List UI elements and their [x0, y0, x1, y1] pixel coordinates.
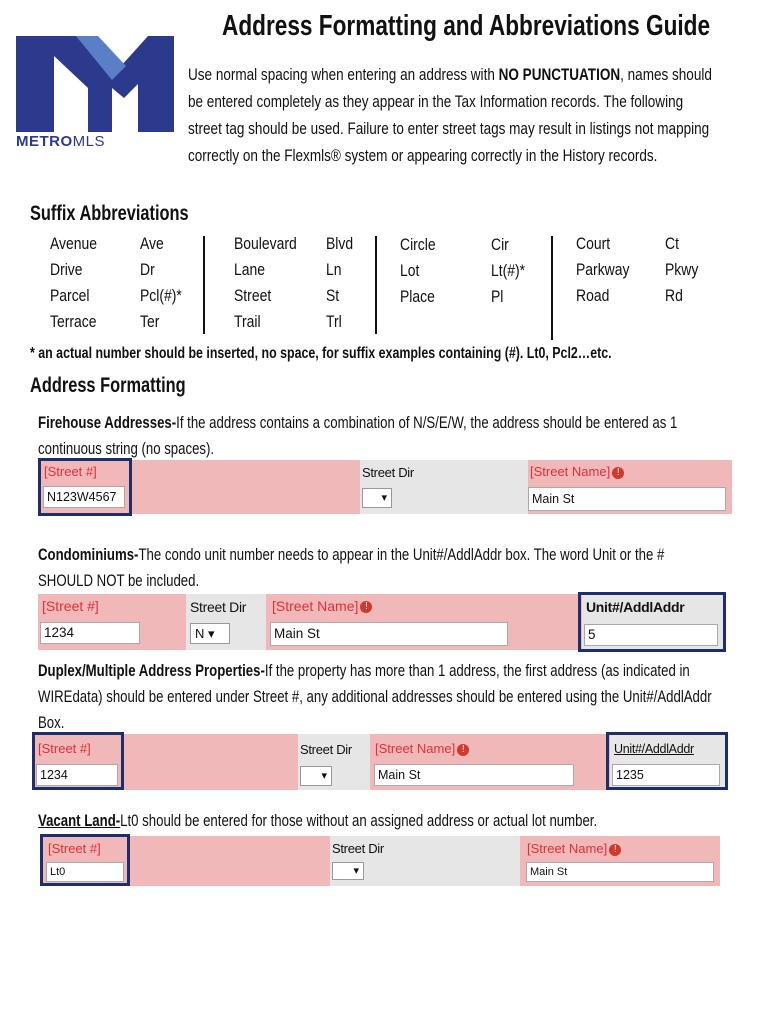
- suffix-word: Drive: [50, 260, 83, 279]
- unit-label: Unit#/AddlAddr: [614, 742, 694, 756]
- duplex-paragraph: [38, 658, 718, 736]
- street-number-input[interactable]: 1234: [40, 622, 140, 644]
- highlight-box: [38, 458, 132, 516]
- street-name-label: [527, 841, 621, 856]
- intro-emphasis: NO PUNCTUATION: [498, 66, 621, 84]
- street-name-input[interactable]: Main St: [526, 862, 714, 882]
- required-icon: !: [609, 844, 621, 856]
- duplex-title: Duplex/Multiple Address Properties-: [38, 662, 265, 680]
- duplex-text: If the property has more than 1 address, the first address (as indicated in WIREdata) should be entered under Street #, any additional addresses should be entered using the Unit#/AddlAddr Box.: [38, 662, 712, 732]
- street-dir-label: Street Dir: [190, 599, 247, 615]
- suffix-word: Boulevard: [234, 234, 297, 253]
- intro-paragraph: [188, 62, 713, 170]
- street-name-label-text: [Street Name]: [527, 841, 608, 856]
- street-number-label: [Street #]: [42, 598, 99, 614]
- street-name-input[interactable]: Main St: [374, 764, 574, 786]
- required-icon: !: [360, 601, 372, 613]
- suffix-abbreviation: Ln: [326, 260, 342, 279]
- suffix-abbreviation: Pcl(#)*: [140, 286, 182, 305]
- street-name-input[interactable]: Main St: [270, 622, 508, 646]
- suffix-abbreviation: Blvd: [326, 234, 354, 253]
- suffix-divider: [551, 236, 553, 340]
- suffix-word: Terrace: [50, 312, 97, 331]
- highlight-box: [578, 592, 726, 652]
- suffix-abbreviation: St: [326, 286, 340, 305]
- suffix-word: Road: [576, 286, 610, 305]
- suffix-abbreviation: Ave: [140, 234, 164, 253]
- firehouse-title: Firehouse Addresses-: [38, 414, 177, 432]
- vacant-paragraph: [38, 808, 718, 834]
- suffix-heading: Suffix Abbreviations: [30, 202, 189, 225]
- suffix-word: Street: [234, 286, 272, 305]
- vacant-title: Vacant Land-: [38, 812, 121, 830]
- firehouse-text: If the address contains a combination of N/S/E/W, the address should be entered as 1 continuous string (no spaces).: [38, 414, 678, 458]
- street-dir-label: Street Dir: [300, 742, 352, 757]
- suffix-abbreviation: Ter: [140, 312, 160, 331]
- suffix-note: * an actual number should be inserted, no space, for suffix examples containing (#). Lt0, Pcl2…etc.: [30, 345, 612, 362]
- condo-text: The condo unit number needs to appear in the Unit#/AddlAddr box. The word Unit or the # SHOULD NOT be included.: [38, 546, 665, 590]
- condo-paragraph: [38, 542, 718, 594]
- suffix-divider: [203, 236, 205, 334]
- formatting-heading: Address Formatting: [30, 374, 186, 397]
- street-dir-select[interactable]: N ▾: [190, 623, 230, 644]
- logo-wordmark-light: MLS: [72, 133, 106, 150]
- suffix-abbreviation: Pl: [491, 287, 504, 306]
- vacant-text: Lt0 should be entered for those without an assigned address or actual lot number.: [120, 812, 598, 830]
- suffix-abbreviation: Pkwy: [665, 260, 699, 279]
- unit-input[interactable]: 1235: [612, 764, 720, 786]
- logo-wordmark-bold: METRO: [16, 133, 73, 150]
- street-name-label: [530, 464, 624, 479]
- unit-label: Unit#/AddlAddr: [586, 599, 685, 615]
- required-icon: !: [457, 744, 469, 756]
- page-title: Address Formatting and Abbreviations Guide: [222, 10, 711, 42]
- suffix-word: Parcel: [50, 286, 90, 305]
- condo-title: Condominiums-: [38, 546, 139, 564]
- suffix-word: Place: [400, 287, 435, 306]
- street-number-input[interactable]: Lt0: [46, 862, 124, 882]
- highlight-box: [40, 834, 130, 886]
- street-name-label-text: [Street Name]: [375, 741, 456, 756]
- street-name-label-text: [Street Name]: [530, 464, 611, 479]
- suffix-word: Trail: [234, 312, 261, 331]
- street-number-label: [Street #]: [48, 841, 101, 856]
- suffix-abbreviation: Lt(#)*: [491, 261, 526, 280]
- highlight-box: [606, 732, 728, 790]
- intro-part1: Use normal spacing when entering an address with: [188, 66, 499, 84]
- suffix-word: Avenue: [50, 234, 98, 253]
- required-icon: !: [612, 467, 624, 479]
- suffix-abbreviation: Cir: [491, 235, 509, 254]
- suffix-abbreviation: Ct: [665, 234, 679, 253]
- suffix-word: Parkway: [576, 260, 630, 279]
- street-dir-label: Street Dir: [362, 465, 414, 480]
- intro-part2: , names should be entered completely as they appear in the Tax Information records. The following street tag should be used. Failure to enter street tags may result in listings not mapping correctly on the Flexmls® system or appearing correctly in the History records.: [188, 66, 712, 165]
- street-number-label: [Street #]: [44, 464, 97, 479]
- logo-wordmark: [16, 133, 105, 150]
- street-number-input[interactable]: N123W4567: [43, 486, 125, 508]
- street-dir-select[interactable]: ▾: [300, 766, 332, 786]
- highlight-box: [32, 732, 124, 790]
- unit-input[interactable]: 5: [584, 624, 718, 646]
- street-number-input[interactable]: 1234: [36, 764, 118, 786]
- street-dir-label: Street Dir: [332, 841, 384, 856]
- street-name-input[interactable]: Main St: [528, 487, 726, 511]
- street-dir-select[interactable]: ▾: [332, 862, 364, 880]
- street-name-label: [375, 741, 469, 756]
- suffix-abbreviation: Rd: [665, 286, 683, 305]
- suffix-word: Court: [576, 234, 611, 253]
- suffix-abbreviation: Trl: [326, 312, 342, 331]
- suffix-divider: [375, 236, 377, 334]
- suffix-word: Lot: [400, 261, 420, 280]
- street-name-label: [272, 598, 372, 614]
- suffix-word: Circle: [400, 235, 436, 254]
- firehouse-paragraph: [38, 410, 718, 462]
- suffix-abbreviation: Dr: [140, 260, 155, 279]
- street-dir-value: N: [195, 626, 205, 641]
- street-dir-select[interactable]: ▾: [362, 488, 392, 508]
- street-number-label: [Street #]: [38, 741, 91, 756]
- suffix-word: Lane: [234, 260, 266, 279]
- street-name-label-text: [Street Name]: [272, 598, 359, 614]
